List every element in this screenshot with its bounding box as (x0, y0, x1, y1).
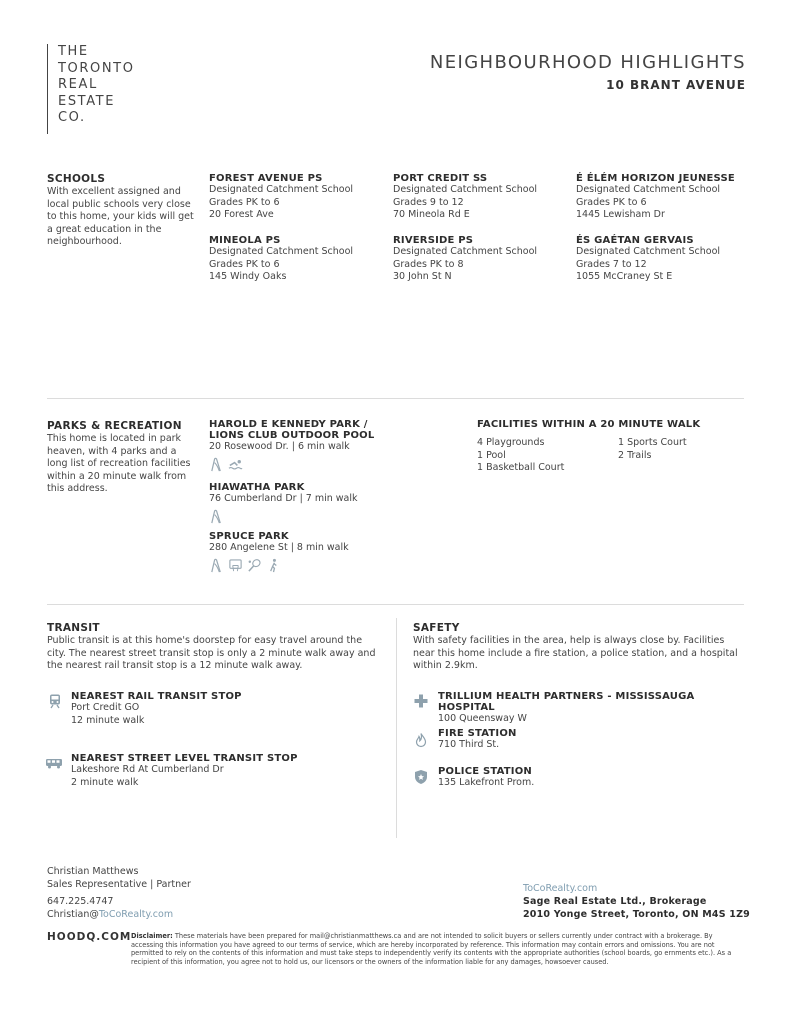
swimming-icon (228, 457, 243, 472)
school-grades: Grades 9 to 12 (393, 196, 464, 208)
park-item (209, 482, 409, 524)
playground-icon (209, 558, 224, 573)
school-address: 30 John St N (393, 271, 452, 282)
park-item (209, 531, 409, 573)
police-station-address: 135 Lakefront Prom. (438, 777, 535, 788)
fire-station-address: 710 Third St. (438, 739, 500, 750)
logo-line: REAL (58, 77, 98, 92)
school-name: MINEOLA PS (209, 235, 281, 246)
parks-heading: PARKS & RECREATION (47, 420, 182, 432)
street-stop-title: NEAREST STREET LEVEL TRANSIT STOP (71, 753, 298, 764)
hospital-cross-icon (413, 693, 429, 713)
facilities-heading: FACILITIES WITHIN A 20 MINUTE WALK (477, 419, 701, 430)
section-divider (47, 604, 744, 605)
street-stop-name: Lakeshore Rd At Cumberland Dr (71, 764, 224, 775)
school-item (209, 173, 384, 222)
disclaimer-label: Disclaimer: (131, 932, 173, 940)
section-divider (47, 398, 744, 399)
company-logo (47, 44, 135, 134)
transit-heading: TRANSIT (47, 622, 100, 634)
facility-item: 1 Pool (477, 449, 506, 461)
park-name: SPRUCE PARK (209, 531, 289, 542)
schools-description: With excellent assigned and local public schools very close to this home, your kids will get a great education in the neighbourhood. (47, 186, 194, 247)
hospital-name: TRILLIUM HEALTH PARTNERS - MISSISSAUGA HOSPITAL (438, 691, 695, 713)
brokerage-website[interactable]: ToCoRealty.com (523, 883, 598, 894)
column-divider (396, 618, 397, 838)
hospital-address: 100 Queensway W (438, 713, 527, 724)
rail-stop-title: NEAREST RAIL TRANSIT STOP (71, 691, 242, 702)
hoodq-brand[interactable]: HOODQ.COM (47, 931, 132, 943)
park-name: HAROLD E KENNEDY PARK / (209, 419, 368, 430)
page-title: NEIGHBOURHOOD HIGHLIGHTS (429, 52, 746, 73)
school-type: Designated Catchment School (576, 246, 721, 257)
rail-stop-walk: 12 minute walk (71, 714, 145, 726)
police-station-item (438, 766, 738, 790)
school-grades: Grades PK to 6 (209, 196, 280, 208)
school-address: 1055 McCraney St E (576, 271, 673, 282)
school-item (393, 173, 568, 222)
facility-item: 4 Playgrounds (477, 437, 545, 448)
brokerage-name: Sage Real Estate Ltd., Brokerage (523, 896, 707, 907)
trail-icon (266, 558, 281, 573)
playground-icon (209, 457, 224, 472)
property-address: 10 BRANT AVENUE (606, 78, 746, 92)
park-address: 76 Cumberland Dr | 7 min walk (209, 493, 358, 504)
train-icon (47, 693, 63, 713)
police-station-name: POLICE STATION (438, 766, 532, 777)
transit-description: Public transit is at this home's doorstep for easy travel around the city. The nearest street transit stop is only a 2 minute walk away and the nearest rail transit stop is a 12 minute walk away. (47, 635, 376, 671)
hospital-item (438, 691, 748, 726)
agent-phone[interactable]: 647.225.4747 (47, 896, 114, 907)
school-name: PORT CREDIT SS (393, 173, 488, 184)
school-name: RIVERSIDE PS (393, 235, 474, 246)
safety-description: With safety facilities in the area, help is always close by. Facilities near this home include a fire station, a police station, and a hospital within 2.9km. (413, 635, 738, 671)
park-name: LIONS CLUB OUTDOOR POOL (209, 430, 375, 441)
school-item (393, 235, 568, 284)
school-grades: Grades PK to 8 (393, 258, 464, 270)
agent-email[interactable] (47, 909, 173, 922)
street-transit-stop (71, 753, 391, 789)
school-name: É ÉLÉM HORIZON JEUNESSE (576, 173, 735, 184)
school-address: 1445 Lewisham Dr (576, 209, 665, 220)
school-address: 145 Windy Oaks (209, 271, 287, 282)
facility-item: 1 Basketball Court (477, 462, 565, 473)
park-item (209, 419, 409, 472)
agent-title: Sales Representative | Partner (47, 879, 191, 890)
disclaimer-text: These materials have been prepared for mail@christianmatthews.ca and are not intended to solicit buyers or sellers currently under contract with a brokerage. By accessing this information you have agreed to our terms of service, which are hereby incorporated by reference. This information may contain errors and omissions. You are not permitted to rely on the contents of this information and must take steps to independently verify its contents with the appropriate authorities (school boards, go ernments etc.). As a recipient of this information, you agree not to hold us, our licensors or the owners of the information liable for any damages, howsoever caused. (131, 932, 732, 966)
school-grades: Grades 7 to 12 (576, 258, 647, 270)
park-address: 280 Angelene St | 8 min walk (209, 542, 349, 553)
safety-heading: SAFETY (413, 622, 460, 634)
agent-email-text[interactable]: Christian@ToCoRealty.com (47, 909, 174, 920)
school-item (576, 235, 751, 284)
facility-item: 2 Trails (618, 449, 652, 461)
school-item (209, 235, 384, 284)
school-grades: Grades PK to 6 (576, 196, 647, 208)
schools-heading: SCHOOLS (47, 173, 106, 185)
logo-line: TORONTO (58, 60, 135, 76)
logo-line: CO. (58, 110, 86, 125)
logo-line: ESTATE (58, 93, 116, 109)
park-address: 20 Rosewood Dr. | 6 min walk (209, 441, 350, 452)
school-type: Designated Catchment School (576, 184, 721, 195)
school-type: Designated Catchment School (209, 246, 354, 257)
logo-line: THE (58, 44, 89, 59)
tennis-icon (247, 558, 262, 573)
park-amenity-icons (209, 457, 409, 472)
disclaimer (131, 932, 746, 966)
basketball-icon (228, 558, 243, 573)
school-address: 70 Mineola Rd E (393, 209, 470, 220)
facility-item: 1 Sports Court (618, 437, 687, 448)
bus-icon (45, 755, 63, 775)
park-name: HIAWATHA PARK (209, 482, 305, 493)
rail-stop-name: Port Credit GO (71, 702, 140, 713)
facilities-list (477, 437, 617, 475)
park-amenity-icons (209, 558, 409, 573)
school-type: Designated Catchment School (393, 246, 538, 257)
street-stop-walk: 2 minute walk (71, 776, 139, 788)
brokerage-address: 2010 Yonge Street, Toronto, ON M4S 1Z9 (523, 909, 750, 920)
fire-station-name: FIRE STATION (438, 728, 517, 739)
fire-station-item (438, 728, 738, 752)
school-address: 20 Forest Ave (209, 209, 274, 220)
park-amenity-icons (209, 509, 409, 524)
agent-name: Christian Matthews (47, 866, 139, 877)
rail-transit-stop (71, 691, 371, 727)
parks-description: This home is located in park heaven, with 4 parks and a long list of recreation facilities within a 20 minute walk from this address. (47, 433, 191, 494)
school-item (576, 173, 751, 222)
police-badge-icon (413, 769, 429, 789)
school-type: Designated Catchment School (209, 184, 354, 195)
facilities-list (618, 437, 738, 462)
school-type: Designated Catchment School (393, 184, 538, 195)
playground-icon (209, 509, 224, 524)
fire-icon (413, 732, 429, 752)
school-name: ÉS GAÉTAN GERVAIS (576, 235, 694, 246)
school-name: FOREST AVENUE PS (209, 173, 323, 184)
school-grades: Grades PK to 6 (209, 258, 280, 270)
